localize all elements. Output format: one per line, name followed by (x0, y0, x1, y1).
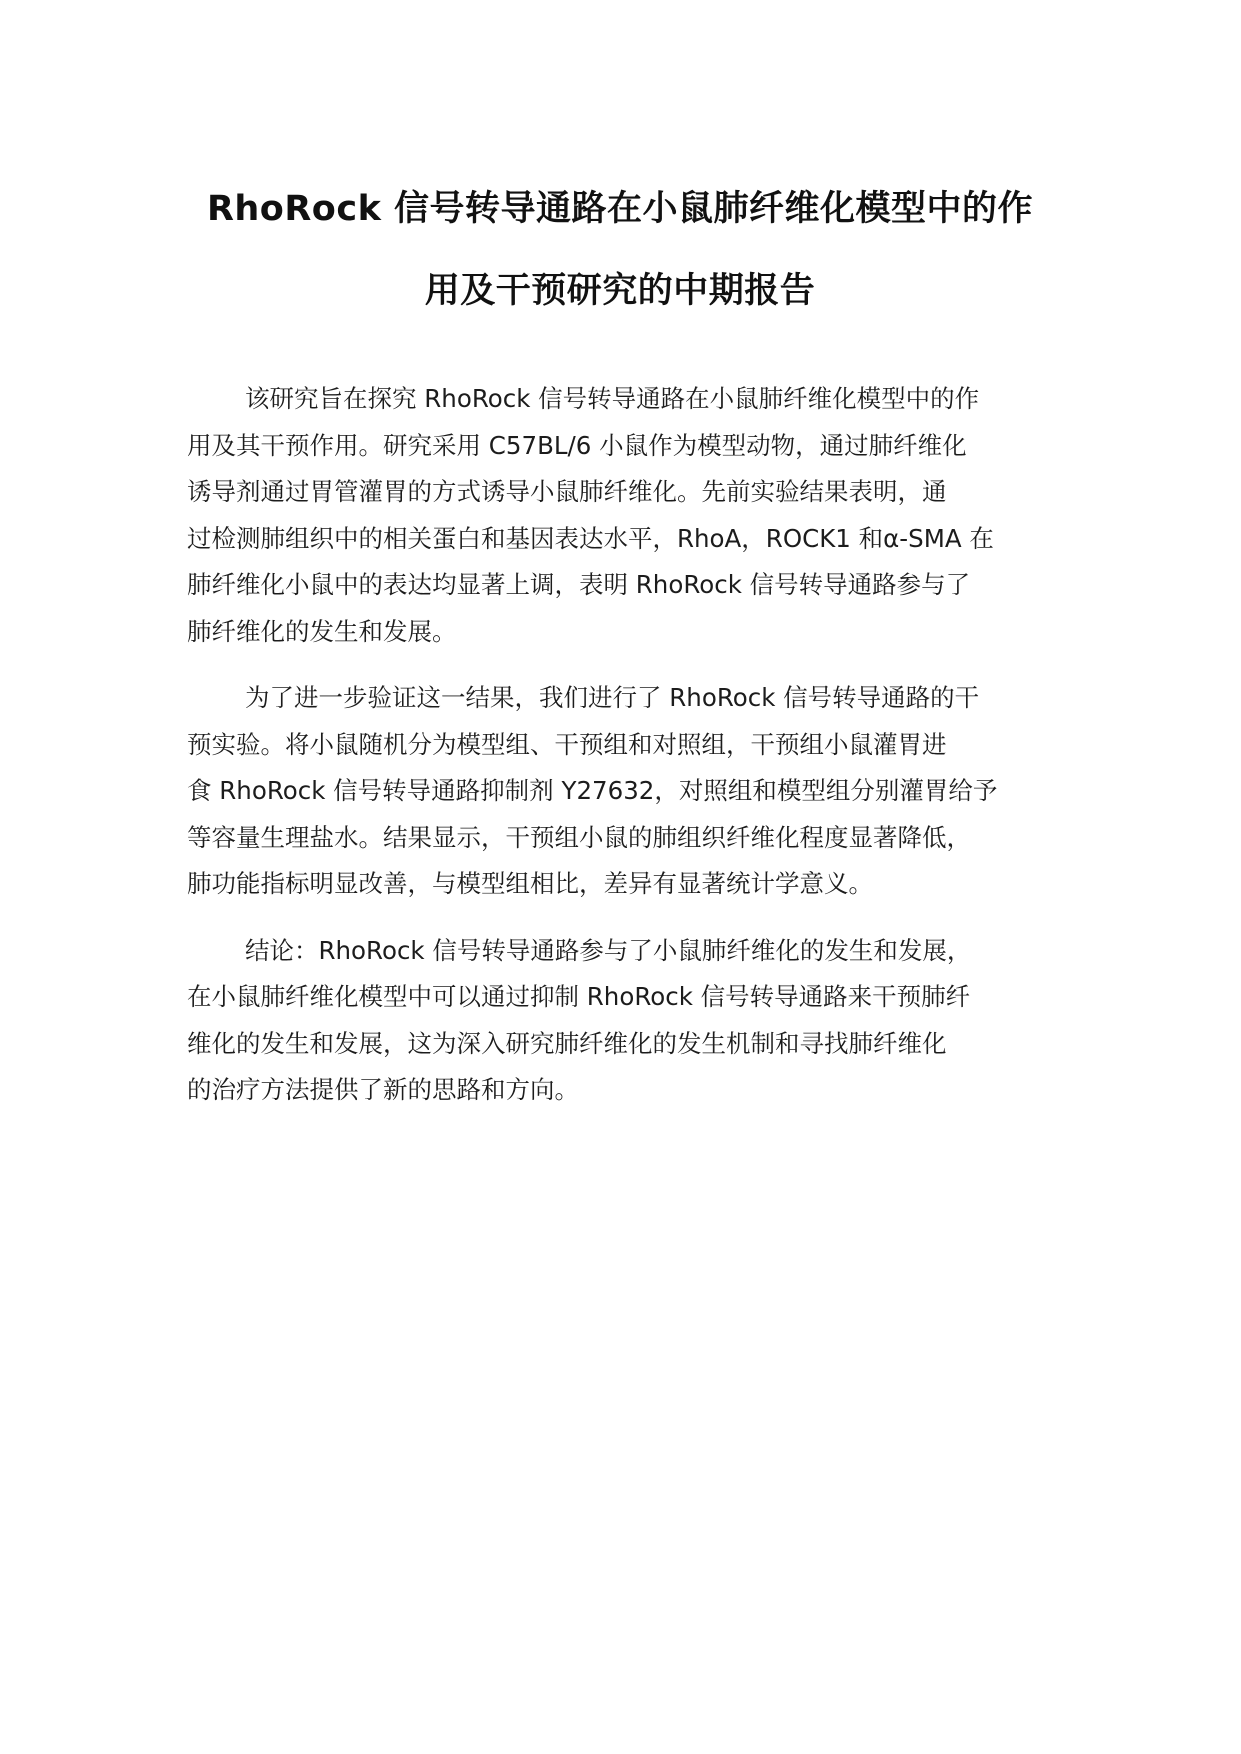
paragraph-2 (187, 675, 1087, 908)
document-body (187, 376, 1087, 1134)
paragraph-line: 为了进一步验证这一结果，我们进行了 RhoRock 信号转导通路的干 (245, 683, 980, 712)
title-line-1: RhoRock 信号转导通路在小鼠肺纤维化模型中的作 (206, 189, 1034, 229)
paragraph-line: 诱导剂通过胃管灌胃的方式诱导小鼠肺纤维化。先前实验结果表明，通 (187, 477, 947, 506)
paragraph-line: 等容量生理盐水。结果显示，干预组小鼠的肺组织纤维化程度显著降低， (187, 822, 971, 852)
paragraph-line: 肺功能指标明显改善，与模型组相比，差异有显著统计学意义。 (187, 869, 873, 898)
paragraph-line: 的治疗方法提供了新的思路和方向。 (187, 1075, 579, 1104)
paragraph-1 (187, 376, 1087, 655)
paragraph-3 (187, 928, 1087, 1114)
paragraph-line: 肺纤维化的发生和发展。 (187, 616, 457, 646)
paragraph-line: 结论：RhoRock 信号转导通路参与了小鼠肺纤维化的发生和发展， (245, 935, 972, 965)
title-line-2: 用及干预研究的中期报告 (424, 271, 816, 311)
paragraph-line: 过检测肺组织中的相关蛋白和基因表达水平，RhoA，ROCK1 和α-SMA 在 (187, 523, 994, 553)
paragraph-line: 食 RhoRock 信号转导通路抑制剂 Y27632，对照组和模型组分别灌胃给予 (187, 776, 998, 805)
paragraph-line: 预实验。将小鼠随机分为模型组、干预组和对照组，干预组小鼠灌胃进 (187, 729, 947, 759)
paragraph-line: 肺纤维化小鼠中的表达均显著上调，表明 RhoRock 信号转导通路参与了 (187, 570, 971, 599)
paragraph-line: 维化的发生和发展，这为深入研究肺纤维化的发生机制和寻找肺纤维化 (187, 1028, 947, 1058)
paragraph-line: 该研究旨在探究 RhoRock 信号转导通路在小鼠肺纤维化模型中的作 (245, 384, 980, 413)
paragraph-line: 在小鼠肺纤维化模型中可以通过抑制 RhoRock 信号转导通路来干预肺纤 (187, 982, 971, 1011)
paragraph-line: 用及其干预作用。研究采用 C57BL/6 小鼠作为模型动物，通过肺纤维化 (187, 430, 967, 460)
document-title (150, 168, 1090, 332)
